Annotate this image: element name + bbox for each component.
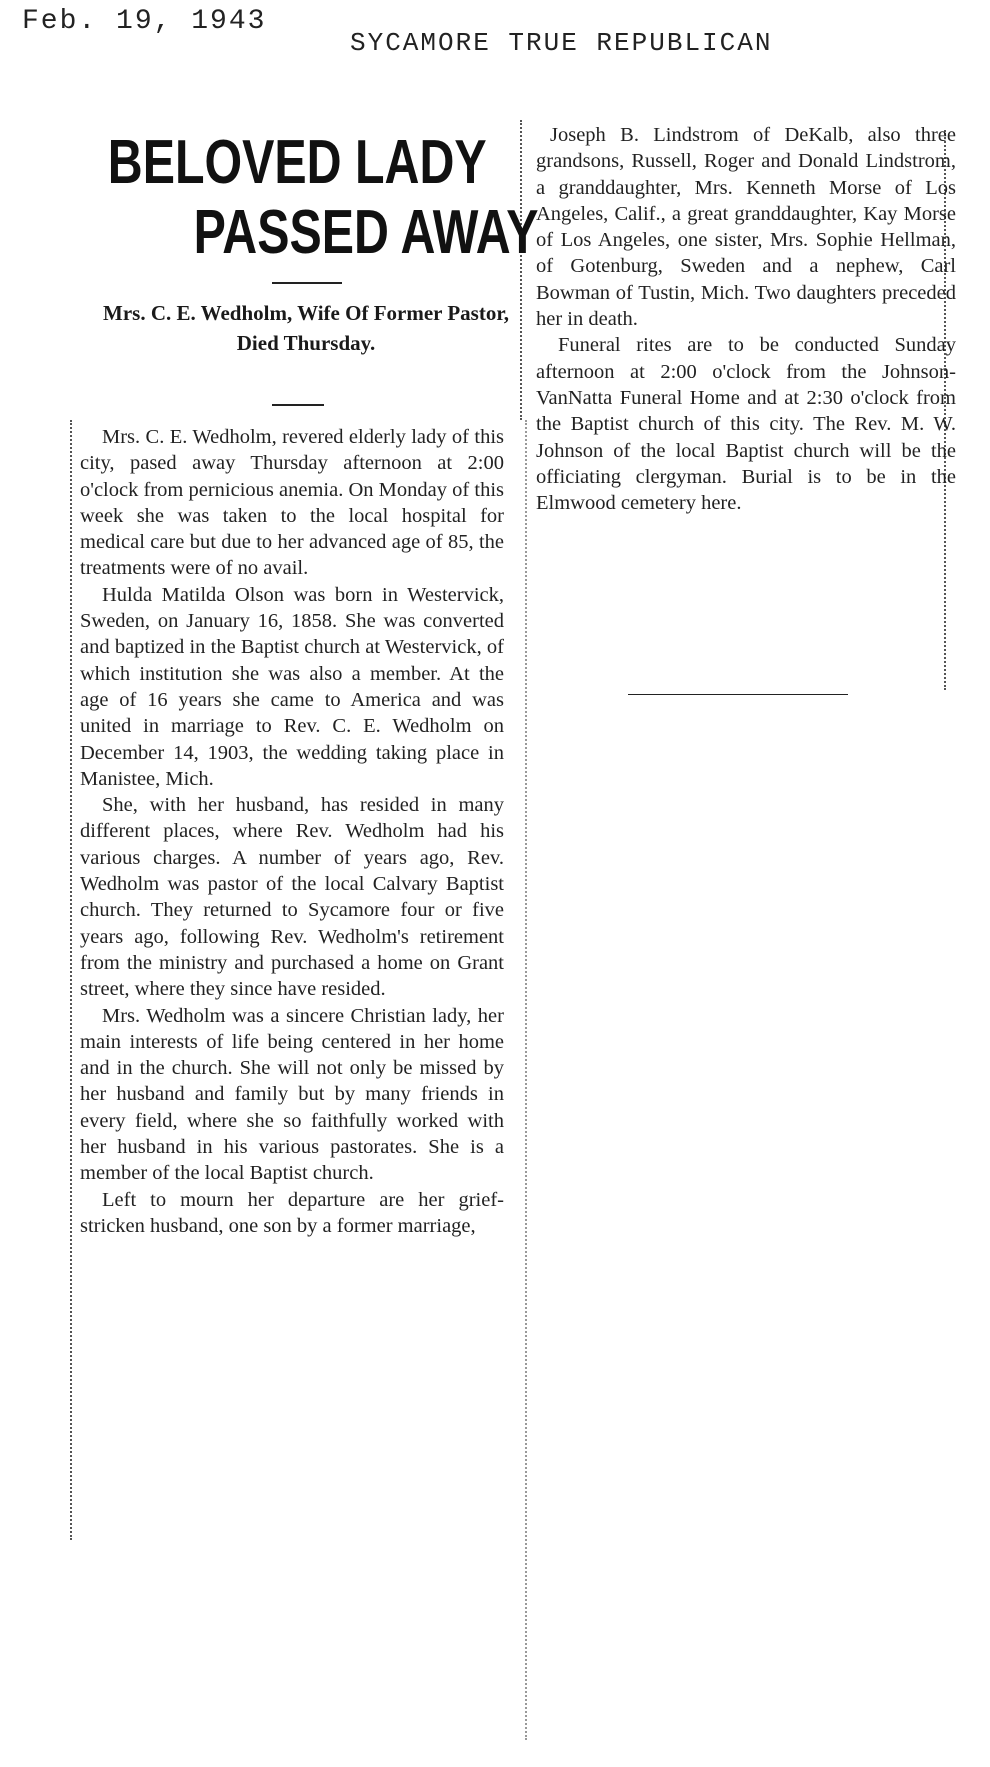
subhead-divider xyxy=(272,404,324,406)
subheadline: Mrs. C. E. Wedholm, Wife Of Former Pastor, Died Thursday. xyxy=(103,301,509,355)
headline-line-2: PASSED AWAY xyxy=(193,198,539,267)
headline xyxy=(100,128,539,268)
headline-border xyxy=(520,120,522,420)
headline-divider xyxy=(272,282,342,284)
body-paragraph: Joseph B. Lindstrom of DeKalb, also three grandsons, Russell, Roger and Donald Lindstrom, a granddaughter, Mrs. Kenneth Morse of Los Angeles, Calif., a great granddaughter, Kay Morse of Los Angeles, one sister, Mrs. Sophie Hellman, of Gotenburg, Sweden and a nephew, Carl Bowman of Tustin, Mich. Two daughters preceded her in death. xyxy=(536,124,956,331)
body-paragraph: Mrs. Wedholm was a sincere Christian lady, her main interests of life being centered in her home and in the church. She will not only be missed by her husband and family but by many friends in every field, where she so faithfully worked with her husband in his various pastorates. She is a member of the local Baptist church. xyxy=(80,1004,504,1185)
body-paragraph: Mrs. C. E. Wedholm, revered elderly lady of this city, pased away Thursday afternoon at 2:00 o'clock from pernicious anemia. On Monday of this week she was taken to the local hospital for medical care but due to her advanced age of 85, the treatments were of no avail. xyxy=(80,426,504,580)
article-body-right-column xyxy=(536,122,956,516)
newspaper-name: SYCAMORE TRUE REPUBLICAN xyxy=(350,28,773,58)
headline-line-1: BELOVED LADY xyxy=(107,128,487,197)
right-column-edge xyxy=(525,420,527,1740)
body-paragraph: She, with her husband, has resided in many different places, where Rev. Wedholm had his various charges. A number of years ago, Rev. Wedholm was pastor of the local Calvary Baptist church. They returned to Sycamore four or five years ago, following Rev. Wedholm's retirement from the ministry and purchased a home on Grant street, where they since have resided. xyxy=(80,794,504,1001)
body-paragraph: Funeral rites are to be conducted Sunday afternoon at 2:00 o'clock from the Johnson-VanNatta Funeral Home and at 2:30 o'clock from the Baptist church of this city. The Rev. M. W. Johnson of the local Baptist church will be the officiating clergyman. Burial is to be in the Elmwood cemetery here. xyxy=(536,334,956,515)
body-paragraph: Hulda Matilda Olson was born in Westervick, Sweden, on January 16, 1858. She was converted and baptized in the Baptist church at Westervick, of which institution she was also a member. At the age of 16 years she came to America and was united in marriage to Rev. C. E. Wedholm on December 14, 1903, the wedding taking place in Manistee, Mich. xyxy=(80,583,504,790)
body-paragraph: Left to mourn her departure are her grief-stricken husband, one son by a former marriage, xyxy=(80,1188,504,1237)
left-column-border xyxy=(70,420,72,1540)
article-body-left-column xyxy=(80,424,504,1239)
article-end-rule xyxy=(628,694,848,695)
clipping-date: Feb. 19, 1943 xyxy=(22,6,267,37)
